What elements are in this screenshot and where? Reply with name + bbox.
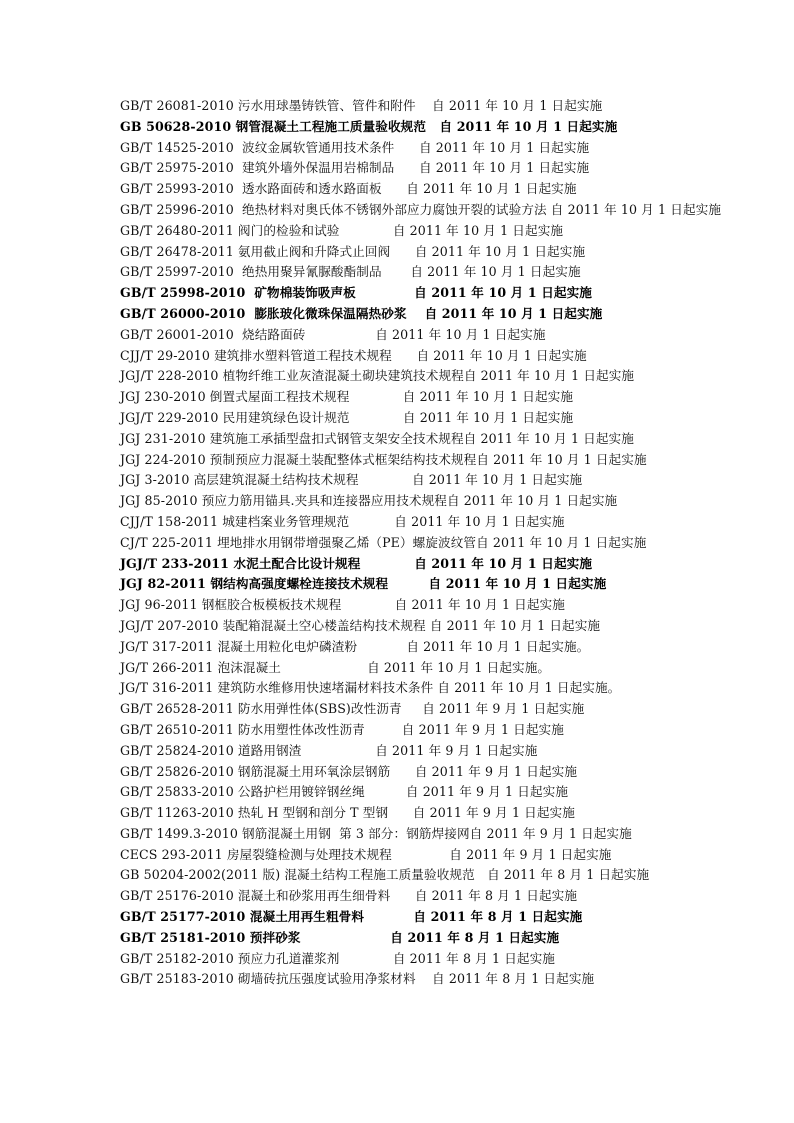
- standard-line: GB/T 25824-2010 道路用钢渣 自 2011 年 9 月 1 日起实施: [120, 742, 538, 758]
- standard-line: JGJ/T 228-2010 植物纤维工业灰渣混凝土砌块建筑技术规程自 2011 年 10 月 1 日起实施: [120, 368, 635, 384]
- standards-list: [120, 96, 730, 990]
- standard-line: GB/T 11263-2010 热轧 H 型钢和剖分 T 型钢 自 2011 年 9 月 1 日起实施: [120, 805, 575, 821]
- standard-line: CJJ/T 29-2010 建筑排水塑料管道工程技术规程 自 2011 年 10 月 1 日起实施: [120, 347, 587, 363]
- standard-line: JG/T 317-2011 混凝土用粒化电炉磷渣粉 自 2011 年 10 月 1 日起实施。: [120, 638, 590, 654]
- standard-line: JGJ 96-2011 钢框胶合板模板技术规程 自 2011 年 10 月 1 日起实施: [120, 597, 565, 613]
- standard-line: GB/T 25993-2010 透水路面砖和透水路面板 自 2011 年 10 月 1 日起实施: [120, 181, 577, 197]
- standard-line: GB/T 25996-2010 绝热材料对奥氏体不锈钢外部应力腐蚀开裂的试验方法 自 2011 年 10 月 1 日起实施: [120, 201, 722, 217]
- standard-line: GB/T 25997-2010 绝热用聚异氰脲酸酯制品 自 2011 年 10 月 1 日起实施: [120, 264, 581, 280]
- standard-line: GB/T 25998-2010 矿物棉装饰吸声板 自 2011 年 10 月 1 日起实施: [120, 285, 592, 301]
- standard-line: JGJ 3-2010 高层建筑混凝土结构技术规程 自 2011 年 10 月 1 日起实施: [120, 472, 583, 488]
- standard-line: GB/T 26528-2011 防水用弹性体(SBS)改性沥青 自 2011 年 9 月 1 日起实施: [120, 701, 585, 717]
- standard-line: GB 50204-2002(2011 版) 混凝土结构工程施工质量验收规范 自 2011 年 8 月 1 日起实施: [120, 867, 650, 883]
- standard-line: GB/T 25176-2010 混凝土和砂浆用再生细骨料 自 2011 年 8 月 1 日起实施: [120, 888, 578, 904]
- standard-line: GB/T 25181-2010 预拌砂浆 自 2011 年 8 月 1 日起实施: [120, 929, 560, 945]
- standard-line: CJ/T 225-2011 埋地排水用钢带增强聚乙烯（PE）螺旋波纹管自 2011 年 10 月 1 日起实施: [120, 534, 647, 550]
- standard-line: JG/T 316-2011 建筑防水维修用快速堵漏材料技术条件 自 2011 年 10 月 1 日起实施。: [120, 680, 621, 696]
- standard-line: GB/T 25975-2010 建筑外墙外保温用岩棉制品 自 2011 年 10 月 1 日起实施: [120, 160, 590, 176]
- standard-line: CJJ/T 158-2011 城建档案业务管理规范 自 2011 年 10 月 1 日起实施: [120, 513, 565, 529]
- standard-line: GB/T 26478-2011 氨用截止阀和升降式止回阀 自 2011 年 10 月 1 日起实施: [120, 243, 586, 259]
- standard-line: JGJ 230-2010 倒置式屋面工程技术规程 自 2011 年 10 月 1 日起实施: [120, 389, 574, 405]
- standard-line: JGJ/T 229-2010 民用建筑绿色设计规范 自 2011 年 10 月 1 日起实施: [120, 409, 574, 425]
- standard-line: JGJ 82-2011 钢结构高强度螺栓连接技术规程 自 2011 年 10 月 1 日起实施: [120, 576, 607, 592]
- standard-line: GB/T 26001-2010 烧结路面砖 自 2011 年 10 月 1 日起实施: [120, 326, 546, 342]
- standard-line: JGJ/T 233-2011 水泥土配合比设计规程 自 2011 年 10 月 1 日起实施: [120, 555, 593, 571]
- standard-line: GB/T 14525-2010 波纹金属软管通用技术条件 自 2011 年 10 月 1 日起实施: [120, 139, 590, 155]
- standard-line: JG/T 266-2011 泡沫混凝土 自 2011 年 10 月 1 日起实施。: [120, 659, 551, 675]
- standard-line: GB/T 25183-2010 砌墙砖抗压强度试验用净浆材料 自 2011 年 8 月 1 日起实施: [120, 971, 595, 987]
- standard-line: GB/T 26000-2010 膨胀玻化微珠保温隔热砂浆 自 2011 年 10 月 1 日起实施: [120, 305, 603, 321]
- standard-line: GB/T 25182-2010 预应力孔道灌浆剂 自 2011 年 8 月 1 日起实施: [120, 950, 555, 966]
- standard-line: JGJ 224-2010 预制预应力混凝土装配整体式框架结构技术规程自 2011 年 10 月 1 日起实施: [120, 451, 647, 467]
- standard-line: GB 50628-2010 钢管混凝土工程施工质量验收规范 自 2011 年 10 月 1 日起实施: [120, 118, 618, 134]
- standard-line: GB/T 25826-2010 钢筋混凝土用环氧涂层钢筋 自 2011 年 9 月 1 日起实施: [120, 763, 578, 779]
- standard-line: JGJ/T 207-2010 装配箱混凝土空心楼盖结构技术规程 自 2011 年 10 月 1 日起实施: [120, 617, 601, 633]
- standard-line: JGJ 85-2010 预应力筋用锚具.夹具和连接器应用技术规程自 2011 年 10 月 1 日起实施: [120, 493, 618, 509]
- standard-line: CECS 293-2011 房屋裂缝检测与处理技术规程 自 2011 年 9 月 1 日起实施: [120, 846, 612, 862]
- standard-line: GB/T 26081-2010 污水用球墨铸铁管、管件和附件 自 2011 年 10 月 1 日起实施: [120, 98, 603, 113]
- standard-line: GB/T 25177-2010 混凝土用再生粗骨料 自 2011 年 8 月 1 日起实施: [120, 909, 583, 925]
- standard-line: GB/T 26480-2011 阀门的检验和试验 自 2011 年 10 月 1 日起实施: [120, 222, 564, 238]
- standard-line: GB/T 25833-2010 公路护栏用镀锌钢丝绳 自 2011 年 9 月 1 日起实施: [120, 784, 569, 800]
- standard-line: JGJ 231-2010 建筑施工承插型盘扣式钢管支架安全技术规程自 2011 年 10 月 1 日起实施: [120, 430, 634, 446]
- standard-line: GB/T 1499.3-2010 钢筋混凝土用钢 第 3 部分：钢筋焊接网自 2011 年 9 月 1 日起实施: [120, 825, 632, 841]
- standard-line: GB/T 26510-2011 防水用塑性体改性沥青 自 2011 年 9 月 1 日起实施: [120, 721, 564, 737]
